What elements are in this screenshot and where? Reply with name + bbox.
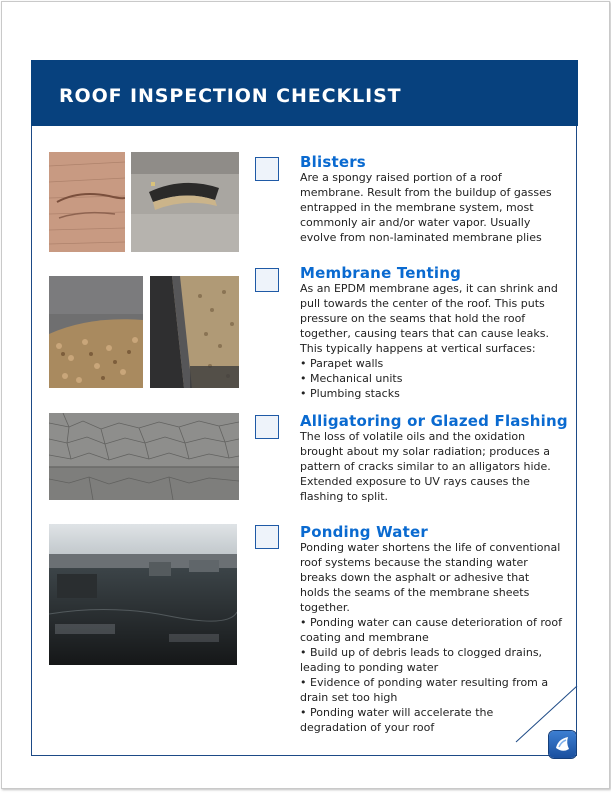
blisters-title: Blisters — [300, 153, 366, 171]
alligatoring-photo — [49, 413, 239, 500]
tenting-photo-1 — [49, 276, 143, 388]
blisters-description — [300, 170, 562, 245]
tenting-title: Membrane Tenting — [300, 264, 462, 282]
tenting-description — [300, 281, 562, 401]
alligatoring-description — [300, 429, 562, 504]
list-item: • Build up of debris leads to clogged drains, leading to ponding water — [300, 645, 562, 675]
list-item: • Evidence of ponding water resulting from a drain set too high — [300, 675, 562, 705]
tenting-checkbox[interactable] — [255, 268, 279, 292]
list-item: • Parapet walls — [300, 356, 562, 371]
blisters-checkbox[interactable] — [255, 157, 279, 181]
tenting-bullets — [300, 356, 562, 401]
blisters-photo-2 — [131, 152, 239, 252]
list-item: • Plumbing stacks — [300, 386, 562, 401]
list-item: • Mechanical units — [300, 371, 562, 386]
page-title: ROOF INSPECTION CHECKLIST — [59, 85, 402, 107]
alligatoring-text: The loss of volatile oils and the oxidation brought about my solar radiation; produces a pattern of cracks similar to an alligators hide. Extended exposure to UV rays causes the flashing to split. — [300, 430, 551, 503]
ponding-title: Ponding Water — [300, 523, 428, 541]
ponding-checkbox[interactable] — [255, 525, 279, 549]
header-banner — [31, 60, 578, 126]
blisters-photo-1 — [49, 152, 125, 252]
alligatoring-checkbox[interactable] — [255, 415, 279, 439]
list-item: • Ponding water can cause deterioration of roof coating and membrane — [300, 615, 562, 645]
brand-logo-icon — [549, 731, 576, 758]
tenting-text: As an EPDM membrane ages, it can shrink and pull towards the center of the roof. This puts pressure on the seams that hold the roof together, causing tears that can cause leaks. This typically happens at vertical surfaces: — [300, 282, 558, 355]
blisters-text: Are a spongy raised portion of a roof membrane. Result from the buildup of gasses entrapped in the membrane system, most commonly air and/or water vapor. Usually evolve from non-laminated membrane plies — [300, 171, 552, 244]
list-item: • Ponding water will accelerate the degradation of your roof — [300, 705, 562, 735]
alligatoring-title: Alligatoring or Glazed Flashing — [300, 412, 568, 430]
tenting-photo-2 — [150, 276, 239, 388]
ponding-photo — [49, 524, 237, 665]
ponding-text: Ponding water shortens the life of conventional roof systems because the standing water breaks down the asphalt or adhesive that holds the seams of the membrane sheets together. — [300, 541, 561, 614]
